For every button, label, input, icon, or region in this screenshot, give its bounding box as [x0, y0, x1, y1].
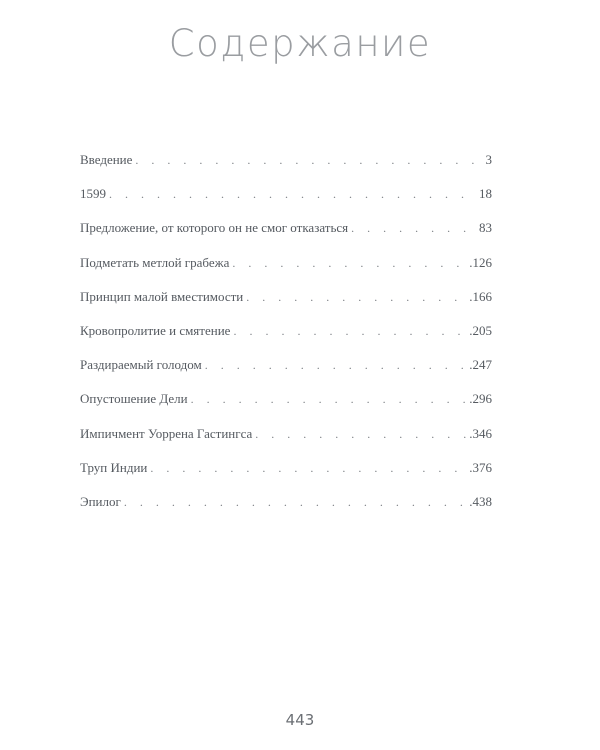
toc-entry-page: .205 — [469, 322, 492, 338]
toc-entry-title: Предложение, от которого он не смог отказаться — [80, 220, 349, 236]
toc-entry-title: Принцип малой вместимости — [80, 288, 244, 304]
toc-entry-famine — [80, 357, 492, 391]
toc-entry-page: .247 — [469, 357, 492, 373]
toc-dot-leader — [246, 290, 466, 305]
toc-dot-leader — [205, 358, 467, 373]
toc-entry-page: 3 — [485, 152, 492, 167]
toc-entry-page: .126 — [469, 254, 492, 270]
toc-entry-epilogue — [80, 494, 492, 528]
toc-dot-leader — [351, 221, 476, 236]
toc-entry-sweep — [80, 255, 492, 289]
toc-entry-title: Опустошение Дели — [80, 391, 188, 407]
page-title: Содержание — [168, 22, 432, 65]
toc-entry-title: Импичмент Уоррена Гастингса — [80, 425, 253, 441]
toc-entry-page: 83 — [479, 220, 492, 236]
table-of-contents — [80, 152, 492, 528]
page-number: 443 — [285, 711, 315, 729]
toc-entry-impeachment — [80, 426, 492, 460]
toc-dot-leader — [191, 392, 467, 407]
toc-dot-leader — [150, 461, 466, 476]
toc-entry-page: .346 — [469, 425, 492, 441]
toc-entry-title: Труп Индии — [80, 459, 148, 475]
toc-entry-delhi — [80, 391, 492, 425]
toc-entry-page: .166 — [469, 288, 492, 304]
toc-entry-corpse — [80, 460, 492, 494]
toc-dot-leader — [135, 153, 482, 168]
toc-entry-title: Введение — [80, 152, 133, 167]
toc-entry-introduction — [80, 152, 492, 186]
toc-entry-offer — [80, 220, 492, 254]
toc-dot-leader — [233, 324, 466, 339]
toc-entry-title: Кровопролитие и смятение — [80, 322, 231, 338]
toc-entry-principle — [80, 289, 492, 323]
toc-entry-page: .296 — [469, 391, 492, 407]
toc-entry-page: .438 — [469, 493, 492, 509]
toc-dot-leader — [232, 256, 466, 271]
toc-dot-leader — [255, 427, 466, 442]
toc-entry-title: Подметать метлой грабежа — [80, 254, 230, 270]
toc-entry-title: 1599 — [80, 186, 106, 202]
toc-entry-1599 — [80, 186, 492, 220]
toc-dot-leader — [124, 495, 466, 510]
toc-entry-page: .376 — [469, 459, 492, 475]
toc-entry-title: Раздираемый голодом — [80, 357, 202, 373]
toc-entry-bloodshed — [80, 323, 492, 357]
toc-entry-page: 18 — [479, 186, 492, 202]
toc-dot-leader — [109, 187, 476, 202]
toc-entry-title: Эпилог — [80, 493, 121, 509]
